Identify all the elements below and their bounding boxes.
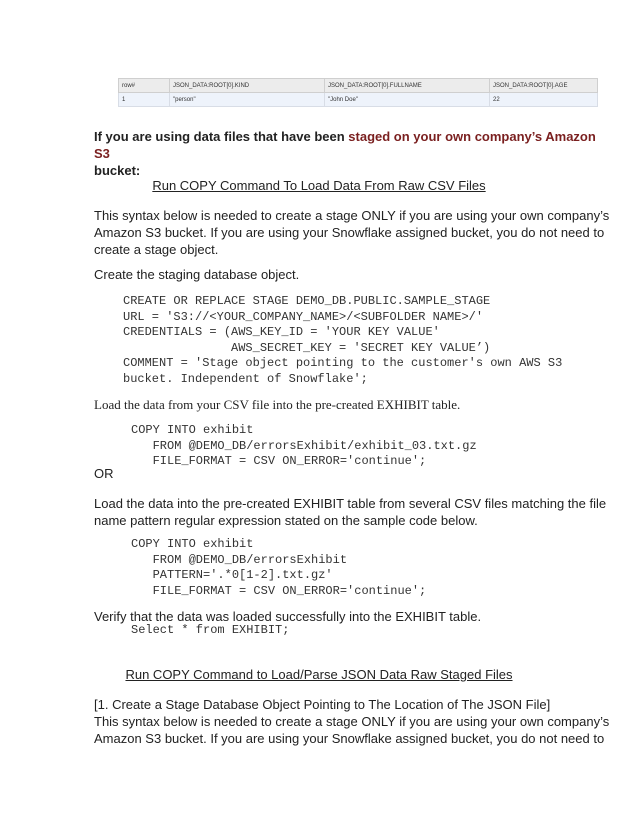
paragraph-line: This syntax below is needed to create a stage ONLY if you are using your own company’s [94,208,610,223]
grid-cell: "person" [170,93,325,107]
paragraph-line: Load the data into the pre-created EXHIBIT table from several CSV files matching the file [94,496,607,511]
grid-header-row [119,79,598,93]
json-step-section [94,696,624,747]
query-result-grid [118,78,598,107]
grid-cell: "John Doe" [325,93,490,107]
code-line: CREDENTIALS = (AWS_KEY_ID = 'YOUR KEY VALUE' [123,325,440,339]
or-label: OR [94,466,114,481]
load-csv-note: Load the data from your CSV file into the pre-created EXHIBIT table. [94,397,461,412]
code-line: FILE_FORMAT = CSV ON_ERROR='continue'; [131,454,427,468]
code-line: FROM @DEMO_DB/errorsExhibit/exhibit_03.txt.gz [131,438,477,453]
grid-cell: 22 [490,93,598,107]
paragraph-line: name pattern regular expression stated on the sample code below. [94,513,478,528]
paragraph-pattern-load [94,495,624,529]
grid-col-fullname: JSON_DATA:ROOT[0].FULLNAME [325,79,490,93]
paragraph-create-stage: Create the staging database object. [94,267,300,282]
code-line: PATTERN='.*0[1-2].txt.gz' [131,568,333,582]
code-select-exhibit: Select * from EXHIBIT; [131,623,290,637]
s3-heading-part2: staged on your own company’s Amazon S3 [94,129,596,161]
grid-col-age: JSON_DATA:ROOT[0].AGE [490,79,598,93]
code-line: bucket. Independent of Snowflake'; [123,371,368,386]
grid-col-rownum: row# [119,79,170,93]
s3-heading-part3: bucket: [94,163,141,178]
code-line: COPY INTO exhibit [131,537,254,551]
paragraph-line: Amazon S3 bucket. If you are using your Snowflake assigned bucket, you do not need to [94,225,605,240]
grid-col-kind: JSON_DATA:ROOT[0].KIND [170,79,325,93]
code-line: COMMENT = 'Stage object pointing to the customer's own AWS S3 [123,356,563,370]
code-line: COPY INTO exhibit [131,423,254,437]
code-line: URL = 'S3://<YOUR_COMPANY_NAME>/<SUBFOLDER NAME>/' [123,309,484,324]
s3-heading-part1: If you are using data files that have been [94,129,349,144]
code-line: FROM @DEMO_DB/errorsExhibit [131,552,348,567]
step-heading: [1. Create a Stage Database Object Pointing to The Location of The JSON File] [94,697,551,712]
paragraph-line: create a stage object. [94,242,219,257]
grid-cell: 1 [119,93,170,107]
code-block-create-stage [123,294,562,387]
code-line: AWS_SECRET_KEY = 'SECRET KEY VALUE’) [123,340,491,355]
s3-heading [94,128,614,179]
code-line: CREATE OR REPLACE STAGE DEMO_DB.PUBLIC.SAMPLE_STAGE [123,294,491,308]
section-title-csv: Run COPY Command To Load Data From Raw CSV Files [152,178,486,193]
table-row [119,93,598,107]
paragraph-line: Amazon S3 bucket. If you are using your Snowflake assigned bucket, you do not need to [94,731,605,746]
code-block-copy-single [131,423,477,470]
section-title-json: Run COPY Command to Load/Parse JSON Data Raw Staged Files [125,667,513,682]
paragraph-stage-intro [94,207,624,258]
code-line: FILE_FORMAT = CSV ON_ERROR='continue'; [131,583,427,598]
verify-text: Verify that the data was loaded successfully into the EXHIBIT table. [94,609,482,624]
paragraph-line: This syntax below is needed to create a stage ONLY if you are using your own company’s [94,714,610,729]
code-block-copy-pattern [131,537,426,599]
